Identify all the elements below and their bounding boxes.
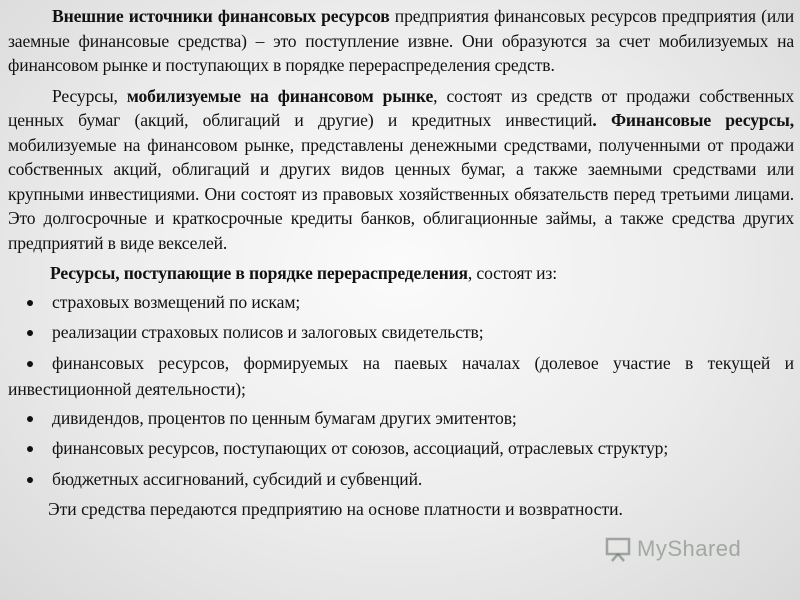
- paragraph-external-sources: [8, 4, 794, 78]
- list-item-text: финансовых ресурсов, формируемых на паевых началах (долевое участие в текущей и инвестиционной деятельности);: [8, 352, 794, 399]
- bullet-icon: ●: [25, 356, 35, 372]
- list-item-text: страховых возмещений по искам;: [52, 291, 301, 312]
- list-item: [8, 320, 794, 347]
- paragraph-text: Ресурсы,: [52, 85, 127, 106]
- presentation-icon: [605, 536, 631, 562]
- watermark-logo: [605, 536, 741, 562]
- list-item-text: финансовых ресурсов, поступающих от союзов, ассоциаций, отраслевых структур;: [52, 438, 669, 458]
- paragraph-redistribution: [8, 261, 794, 286]
- paragraph-text: , состоят из:: [467, 263, 557, 283]
- paragraph-text: , состоят из средств от продажи собственных ценных бумаг (акций, облигаций и другие) и кредитных инвестиций: [8, 85, 794, 130]
- paragraph-text: мобилизуемые на финансовом рынке, представлены денежными средствами, полученными от продажи собственных акций, облигаций и других видов ценных бумаг, а также заемными средствами или крупными инвестициями. Они состоят из правовых хозяйственных обязательств перед третьими лицами. Это долгосрочные и краткосрочные кредиты банков, облигационные займы, а также средства других предприятий в виде векселей.: [8, 134, 794, 253]
- closing-sentence: Эти средства передаются предприятию на основе платности и возвратности.: [48, 499, 623, 519]
- bullet-icon: ●: [25, 295, 35, 311]
- term-financial-market: мобилизуемые на финансовом рынке: [126, 85, 434, 106]
- watermark-text: MyShared: [637, 536, 742, 561]
- bullet-icon: ●: [25, 472, 35, 488]
- bullet-icon: ●: [25, 326, 35, 341]
- bullet-icon: ●: [25, 411, 35, 427]
- term-external-sources: Внешние источники финансовых ресурсов: [52, 6, 390, 26]
- term-redistribution: Ресурсы, поступающие в порядке перераспределения: [50, 263, 468, 283]
- slide-content: [8, 4, 794, 522]
- term-financial-resources: . Финансовые ресурсы,: [592, 110, 794, 130]
- paragraph-text: предприятия финансовых ресурсов предприятия (или заемные финансовые средства) – это поступление извне. Они образуются за счет мобилизуемых на финансовом рынке и поступающих в порядке перераспределения средств.: [8, 6, 794, 75]
- list-item: [8, 467, 794, 494]
- list-item: [8, 290, 794, 317]
- bullet-icon: ●: [25, 442, 35, 457]
- list-item: [8, 406, 794, 433]
- sources-list: [8, 290, 794, 494]
- list-item: [8, 436, 794, 463]
- list-item-text: бюджетных ассигнований, субсидий и субвенций.: [52, 468, 423, 489]
- paragraph-financial-market: [8, 84, 794, 256]
- list-item: [8, 351, 794, 402]
- list-item-text: реализации страховых полисов и залоговых свидетельств;: [52, 322, 484, 342]
- list-item-text: дивидендов, процентов по ценным бумагам других эмитентов;: [52, 407, 517, 428]
